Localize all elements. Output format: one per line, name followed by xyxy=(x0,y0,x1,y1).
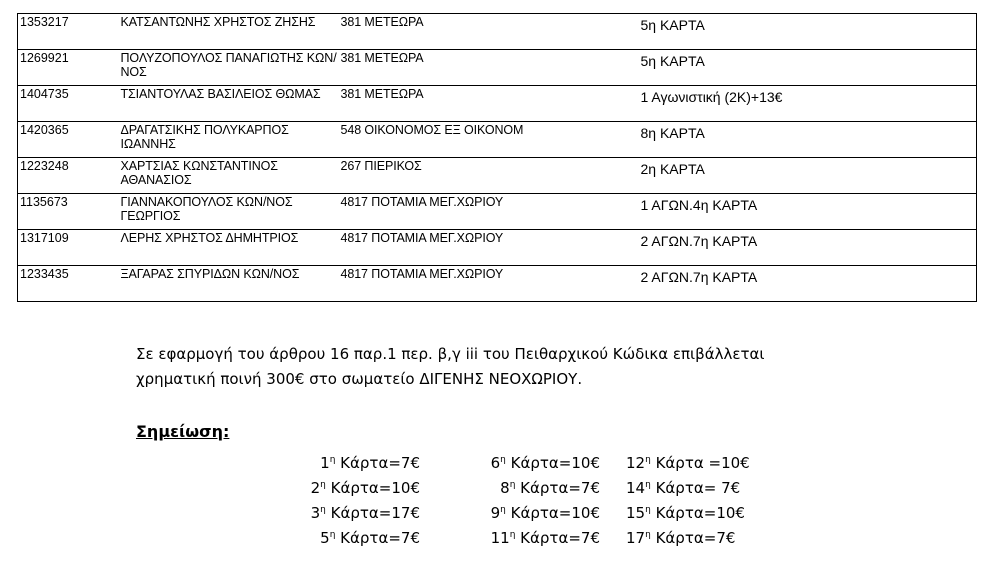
club-cell xyxy=(339,266,639,302)
penalty-cell xyxy=(639,86,977,122)
player-id-text: 1269921 xyxy=(20,51,69,65)
player-id-cell xyxy=(18,194,119,230)
player-id-cell xyxy=(18,50,119,86)
player-name-text: ΧΑΡΤΣΙΑΣ ΚΩΝΣΤΑΝΤΙΝΟΣ ΑΘΑΝΑΣΙΟΣ xyxy=(120,159,278,187)
penalty-text: 2 ΑΓΩΝ.7η ΚΑΡΤΑ xyxy=(640,233,758,249)
player-id-text: 1223248 xyxy=(20,159,69,173)
player-id-cell xyxy=(18,122,119,158)
fee-item xyxy=(470,498,600,523)
fee-ordinal-suffix: η xyxy=(500,505,506,515)
player-name-text: ΞΑΓΑΡΑΣ ΣΠΥΡΙΔΩΝ ΚΩΝ/ΝΟΣ xyxy=(120,267,300,281)
club-text: 381 ΜΕΤΕΩΡΑ xyxy=(340,51,424,65)
fee-card-number: 3 xyxy=(310,504,321,522)
player-name-cell xyxy=(119,266,339,302)
club-text: 381 ΜΕΤΕΩΡΑ xyxy=(340,87,424,101)
fee-amount-text: Κάρτα=7€ xyxy=(650,529,736,547)
fee-card-number: 12 xyxy=(626,454,646,472)
player-name-cell xyxy=(119,194,339,230)
penalty-cell xyxy=(639,122,977,158)
fee-ordinal-suffix: η xyxy=(509,530,516,540)
table-row xyxy=(18,14,977,50)
fee-amount-text: Κάρτα=7€ xyxy=(335,454,420,472)
penalty-text: 2η ΚΑΡΤΑ xyxy=(640,161,705,177)
club-cell xyxy=(339,50,639,86)
player-name-text: ΠΟΛΥΖΟΠΟΥΛΟΣ ΠΑΝΑΓΙΩΤΗΣ ΚΩΝ/ΝΟΣ xyxy=(120,51,337,79)
player-name-text: ΓΙΑΝΝΑΚΟΠΟΥΛΟΣ ΚΩΝ/ΝΟΣ ΓΕΩΡΓΙΟΣ xyxy=(120,195,293,223)
club-text: 4817 ΠΟΤΑΜΙΑ ΜΕΓ.ΧΩΡΙΟΥ xyxy=(340,267,504,281)
fee-amount-text: Κάρτα=10€ xyxy=(325,479,420,497)
fee-amount-text: Κάρτα=7€ xyxy=(515,529,600,547)
penalty-cell xyxy=(639,158,977,194)
fee-ordinal-suffix: η xyxy=(329,530,336,540)
fee-item xyxy=(626,498,776,523)
player-name-cell xyxy=(119,158,339,194)
table-row xyxy=(18,266,977,302)
fee-item xyxy=(300,523,420,548)
fee-column-3 xyxy=(626,448,776,548)
fee-amount-text: Κάρτα=10€ xyxy=(505,454,600,472)
player-id-cell xyxy=(18,230,119,266)
table-row xyxy=(18,50,977,86)
player-name-text: ΛΕΡΗΣ ΧΡΗΣΤΟΣ ΔΗΜΗΤΡΙΟΣ xyxy=(120,231,299,245)
fee-item xyxy=(300,498,420,523)
fee-item xyxy=(626,448,776,473)
penalty-text: 5η ΚΑΡΤΑ xyxy=(640,53,705,69)
player-id-cell xyxy=(18,86,119,122)
fee-card-number: 9 xyxy=(490,504,501,522)
table-row xyxy=(18,194,977,230)
club-cell xyxy=(339,14,639,50)
club-cell xyxy=(339,230,639,266)
penalty-cell xyxy=(639,14,977,50)
penalty-cell xyxy=(639,266,977,302)
fee-ordinal-suffix: η xyxy=(509,480,516,490)
fine-paragraph-line-2: χρηματική ποινή 300€ στο σωματείο ΔΙΓΕΝΗΣ ΝΕΟΧΩΡΙΟΥ. xyxy=(136,370,583,388)
fee-card-number: 15 xyxy=(626,504,646,522)
fee-ordinal-suffix: η xyxy=(329,455,336,465)
player-id-text: 1135673 xyxy=(20,195,68,209)
fee-amount-text: Κάρτα=10€ xyxy=(650,504,745,522)
fee-amount-text: Κάρτα=17€ xyxy=(325,504,420,522)
table-row xyxy=(18,86,977,122)
table-row xyxy=(18,230,977,266)
fee-amount-text: Κάρτα =10€ xyxy=(650,454,750,472)
penalty-text: 2 ΑΓΩΝ.7η ΚΑΡΤΑ xyxy=(640,269,758,285)
fee-item xyxy=(470,473,600,498)
penalty-cell xyxy=(639,194,977,230)
player-id-text: 1317109 xyxy=(20,231,69,245)
fee-amount-text: Κάρτα=10€ xyxy=(505,504,600,522)
player-id-text: 1420365 xyxy=(20,123,69,137)
club-cell xyxy=(339,194,639,230)
club-cell xyxy=(339,86,639,122)
player-id-cell xyxy=(18,158,119,194)
fee-ordinal-suffix: η xyxy=(645,455,651,465)
fee-card-number: 17 xyxy=(626,529,646,547)
table-row xyxy=(18,122,977,158)
fee-ordinal-suffix: η xyxy=(320,505,326,515)
fee-ordinal-suffix: η xyxy=(645,480,651,490)
player-id-cell xyxy=(18,266,119,302)
fee-column-1 xyxy=(300,448,420,548)
fee-item xyxy=(626,523,776,548)
fee-ordinal-suffix: η xyxy=(500,455,506,465)
club-text: 267 ΠΙΕΡΙΚΟΣ xyxy=(340,159,422,173)
player-id-text: 1404735 xyxy=(20,87,69,101)
fee-ordinal-suffix: η xyxy=(320,480,326,490)
player-name-text: ΔΡΑΓΑΤΣΙΚΗΣ ΠΟΛΥΚΑΡΠΟΣ ΙΩΑΝΝΗΣ xyxy=(120,123,289,151)
fee-card-number: 5 xyxy=(320,529,330,547)
player-name-cell xyxy=(119,122,339,158)
penalty-text: 1 ΑΓΩΝ.4η ΚΑΡΤΑ xyxy=(640,197,758,213)
club-cell xyxy=(339,158,639,194)
fee-card-number: 14 xyxy=(626,479,646,497)
fee-item xyxy=(626,473,776,498)
player-id-text: 1233435 xyxy=(20,267,69,281)
fee-item xyxy=(300,448,420,473)
fee-card-number: 2 xyxy=(310,479,321,497)
fee-amount-text: Κάρτα=7€ xyxy=(335,529,420,547)
club-text: 381 ΜΕΤΕΩΡΑ xyxy=(340,15,424,29)
fine-paragraph-line-1: Σε εφαρμογή του άρθρου 16 παρ.1 περ. β,γ iii του Πειθαρχικού Κώδικα επιβάλλεται xyxy=(136,345,765,363)
club-text: 4817 ΠΟΤΑΜΙΑ ΜΕΓ.ΧΩΡΙΟΥ xyxy=(340,231,504,245)
player-name-cell xyxy=(119,86,339,122)
club-text: 4817 ΠΟΤΑΜΙΑ ΜΕΓ.ΧΩΡΙΟΥ xyxy=(340,195,504,209)
player-name-cell xyxy=(119,230,339,266)
penalty-cell xyxy=(639,230,977,266)
fee-card-number: 11 xyxy=(490,529,510,547)
penalty-text: 8η ΚΑΡΤΑ xyxy=(640,125,705,141)
fee-ordinal-suffix: η xyxy=(645,530,651,540)
penalty-cell xyxy=(639,50,977,86)
note-title: Σημείωση: xyxy=(136,422,230,441)
table-row xyxy=(18,158,977,194)
penalty-text: 1 Αγωνιστική (2Κ)+13€ xyxy=(640,89,783,105)
player-name-text: ΚΑΤΣΑΝΤΩΝΗΣ ΧΡΗΣΤΟΣ ΖΗΣΗΣ xyxy=(120,15,316,29)
fee-column-2 xyxy=(470,448,600,548)
fine-paragraph xyxy=(136,342,876,392)
player-name-cell xyxy=(119,14,339,50)
player-name-cell xyxy=(119,50,339,86)
fee-card-number: 6 xyxy=(490,454,501,472)
club-cell xyxy=(339,122,639,158)
player-id-text: 1353217 xyxy=(20,15,69,29)
fee-amount-text: Κάρτα=7€ xyxy=(515,479,600,497)
penalty-text: 5η ΚΑΡΤΑ xyxy=(640,17,705,33)
penalties-table-body xyxy=(18,14,977,302)
penalties-table xyxy=(17,13,977,302)
fee-item xyxy=(470,448,600,473)
fee-card-number: 1 xyxy=(320,454,330,472)
fee-item xyxy=(470,523,600,548)
club-text: 548 ΟΙΚΟΝΟΜΟΣ ΕΞ ΟΙΚΟΝΟΜ xyxy=(340,123,524,137)
player-id-cell xyxy=(18,14,119,50)
fee-item xyxy=(300,473,420,498)
fee-card-number: 8 xyxy=(500,479,510,497)
fee-ordinal-suffix: η xyxy=(645,505,651,515)
fee-amount-text: Κάρτα= 7€ xyxy=(650,479,741,497)
player-name-text: ΤΣΙΑΝΤΟΥΛΑΣ ΒΑΣΙΛΕΙΟΣ ΘΩΜΑΣ xyxy=(120,87,321,101)
